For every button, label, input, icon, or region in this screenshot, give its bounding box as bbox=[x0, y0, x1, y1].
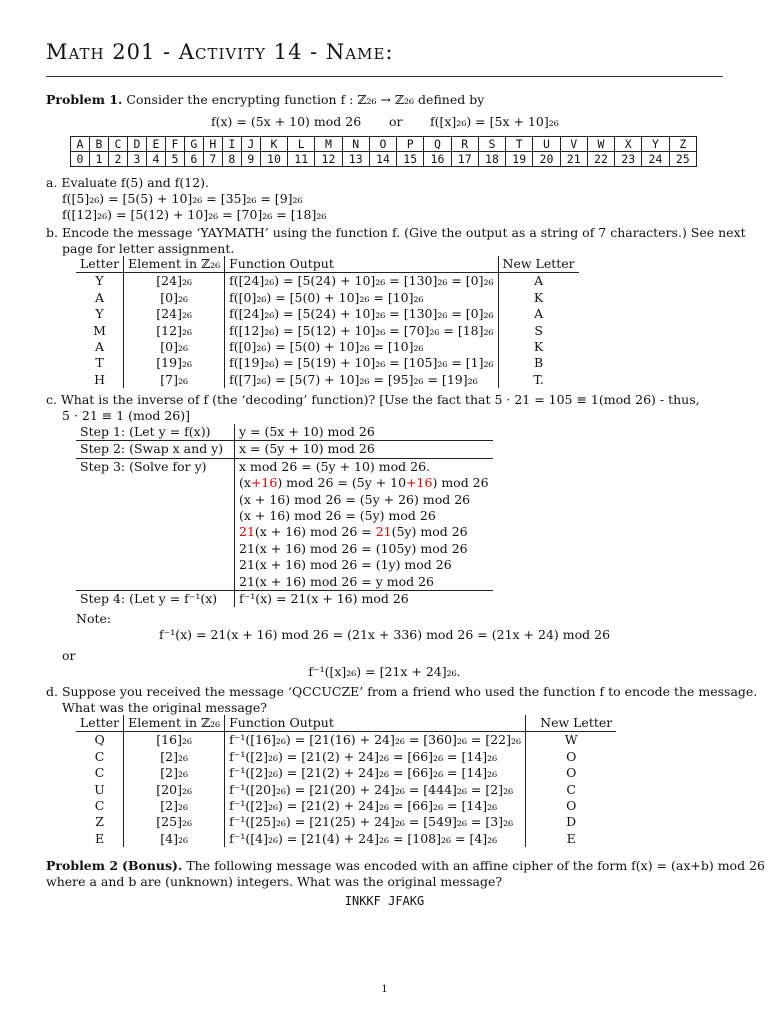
alphabet-number-cell: 2 bbox=[108, 152, 127, 167]
problem2-text2: where a and b are (unknown) integers. What was the original message? bbox=[46, 874, 503, 889]
alphabet-number-row bbox=[71, 152, 697, 167]
element-cell: [12]₂₆ bbox=[124, 323, 225, 339]
alphabet-number-cell: 7 bbox=[203, 152, 222, 167]
alphabet-letter-cell: A bbox=[71, 137, 90, 152]
step3-line1: x mod 26 = (5y + 10) mod 26. bbox=[239, 458, 431, 474]
step1-value: y = (5x + 10) mod 26 bbox=[239, 424, 375, 439]
new-letter-cell: T. bbox=[533, 371, 544, 387]
element-cell: [19]₂₆ bbox=[124, 355, 225, 371]
letter-cell: T bbox=[76, 355, 124, 371]
letter-cell: M bbox=[76, 323, 124, 339]
step2-value: x = (5y + 10) mod 26 bbox=[239, 441, 375, 457]
cipher-table-row bbox=[76, 372, 579, 388]
new-letter-cell: O bbox=[566, 765, 577, 781]
alphabet-number-cell: 19 bbox=[506, 152, 533, 167]
alphabet-number-cell: 14 bbox=[369, 152, 396, 167]
cipher-table-row bbox=[76, 323, 579, 339]
alphabet-letter-cell: O bbox=[369, 137, 396, 152]
alphabet-number-cell: 25 bbox=[669, 152, 696, 167]
or-formula: f⁻¹([x]₂₆) = [21x + 24]₂₆. bbox=[308, 664, 461, 679]
note-formula: f⁻¹(x) = 21(x + 16) mod 26 = (21x + 336) mod 26 = (21x + 24) mod 26 bbox=[158, 627, 611, 642]
alphabet-number-cell: 10 bbox=[260, 152, 287, 167]
problem1-intro bbox=[46, 92, 723, 108]
alphabet-number-cell: 3 bbox=[127, 152, 146, 167]
cipher-table-row bbox=[76, 782, 616, 798]
formula-right: f([x]₂₆) = [5x + 10]₂₆ bbox=[430, 114, 559, 129]
step3-row bbox=[76, 574, 493, 591]
alphabet-number-cell: 8 bbox=[222, 152, 241, 167]
output-cell: f⁻¹([25]₂₆) = [21(25) + 24]₂₆ = [549]₂₆ = [3]₂₆ bbox=[225, 814, 526, 830]
decode-table bbox=[76, 715, 616, 847]
step4-value: f⁻¹(x) = 21(x + 16) mod 26 bbox=[239, 591, 409, 607]
letter-cell: Z bbox=[76, 814, 124, 830]
step3-row bbox=[76, 524, 493, 540]
decode-header-letter: Letter bbox=[76, 715, 124, 732]
cipher-table-row bbox=[76, 732, 616, 749]
cipher-table-row bbox=[76, 814, 616, 830]
element-cell: [20]₂₆ bbox=[124, 782, 225, 798]
alphabet-letter-cell: B bbox=[89, 137, 108, 152]
step4-label: Step 4: (Let y = f⁻¹(x) bbox=[76, 591, 235, 608]
new-letter-cell: O bbox=[566, 748, 577, 764]
cipher-table-row bbox=[76, 831, 616, 847]
letter-cell: A bbox=[76, 339, 124, 355]
output-cell: f([24]₂₆) = [5(24) + 10]₂₆ = [130]₂₆ = [0]₂₆ bbox=[225, 273, 498, 290]
letter-cell: U bbox=[76, 782, 124, 798]
new-letter-cell: B bbox=[534, 355, 544, 371]
alphabet-letter-cell: G bbox=[184, 137, 203, 152]
part-d-prompt1: d. Suppose you received the message ‘QCCUCZE’ from a friend who used the function f to encode the message. bbox=[46, 684, 758, 699]
output-cell: f([0]₂₆) = [5(0) + 10]₂₆ = [10]₂₆ bbox=[225, 290, 498, 306]
alphabet-number-cell: 23 bbox=[615, 152, 642, 167]
step3-line5: 21(x + 16) mod 26 = 21(5y) mod 26 bbox=[239, 524, 468, 540]
encode-table-header bbox=[76, 256, 579, 273]
step3-line7: 21(x + 16) mod 26 = (1y) mod 26 bbox=[239, 557, 452, 573]
inverse-steps-table bbox=[76, 424, 493, 607]
alphabet-number-cell: 21 bbox=[560, 152, 587, 167]
new-letter-cell: D bbox=[566, 814, 577, 830]
alphabet-letter-cell: Q bbox=[424, 137, 451, 152]
alphabet-letter-cell: X bbox=[615, 137, 642, 152]
element-cell: [4]₂₆ bbox=[124, 831, 225, 847]
alphabet-letter-row bbox=[71, 137, 697, 152]
step3-row bbox=[76, 492, 493, 508]
output-cell: f([7]₂₆) = [5(7) + 10]₂₆ = [95]₂₆ = [19]₂₆ bbox=[225, 372, 498, 388]
alphabet-letter-cell: U bbox=[533, 137, 560, 152]
letter-cell: C bbox=[76, 798, 124, 814]
alphabet-number-cell: 4 bbox=[146, 152, 165, 167]
encode-header-new-letter: New Letter bbox=[502, 256, 575, 271]
decode-header-output: Function Output bbox=[225, 715, 526, 732]
letter-cell: A bbox=[76, 290, 124, 306]
letter-cell: C bbox=[76, 749, 124, 765]
step1-row bbox=[76, 424, 493, 441]
encode-header-element: Element in ℤ₂₆ bbox=[124, 256, 225, 273]
element-cell: [7]₂₆ bbox=[124, 372, 225, 388]
alphabet-letter-cell: S bbox=[478, 137, 505, 152]
output-cell: f([12]₂₆) = [5(12) + 10]₂₆ = [70]₂₆ = [18]₂₆ bbox=[225, 323, 498, 339]
title-rule bbox=[46, 76, 723, 77]
new-letter-cell: K bbox=[533, 289, 544, 305]
step3-row bbox=[76, 508, 493, 524]
formula-or: or bbox=[389, 114, 403, 129]
part-c-prompt2: 5 · 21 ≡ 1 (mod 26)] bbox=[62, 408, 191, 423]
element-cell: [0]₂₆ bbox=[124, 290, 225, 306]
added-sixteen-left: +16 bbox=[250, 475, 278, 491]
multiplier-left: 21 bbox=[239, 524, 255, 540]
page-title: Math 201 - Activity 14 - Name: bbox=[46, 40, 394, 64]
alphabet-number-cell: 12 bbox=[315, 152, 342, 167]
alphabet-letter-cell: R bbox=[451, 137, 478, 152]
part-b-prompt2: page for letter assignment. bbox=[62, 241, 235, 256]
alphabet-letter-cell: T bbox=[506, 137, 533, 152]
problem2-heading: Problem 2 bbox=[46, 858, 119, 873]
note-label: Note: bbox=[76, 611, 112, 626]
new-letter-cell: W bbox=[564, 732, 578, 748]
element-cell: [16]₂₆ bbox=[124, 732, 225, 749]
alphabet-number-cell: 1 bbox=[89, 152, 108, 167]
alphabet-letter-cell: Y bbox=[642, 137, 669, 152]
cipher-table-row bbox=[76, 798, 616, 814]
formula-left: f(x) = (5x + 10) mod 26 bbox=[211, 114, 362, 129]
step3-row bbox=[76, 557, 493, 573]
alphabet-letter-cell: C bbox=[108, 137, 127, 152]
problem2-bonus: (Bonus). bbox=[122, 858, 183, 873]
element-cell: [24]₂₆ bbox=[124, 273, 225, 290]
decode-table-body bbox=[76, 732, 616, 847]
problem1-heading: Problem 1. bbox=[46, 92, 123, 107]
step3-row bbox=[76, 541, 493, 557]
new-letter-cell: S bbox=[534, 322, 543, 338]
new-letter-cell: O bbox=[566, 798, 577, 814]
alphabet-letter-cell: N bbox=[342, 137, 369, 152]
alphabet-number-cell: 18 bbox=[478, 152, 505, 167]
part-a-line1: f([5]₂₆) = [5(5) + 10]₂₆ = [35]₂₆ = [9]₂₆ bbox=[62, 191, 303, 206]
element-cell: [24]₂₆ bbox=[124, 306, 225, 322]
page-number: 1 bbox=[381, 984, 388, 995]
step3-line2: (x+16) mod 26 = (5y + 10+16) mod 26 bbox=[239, 475, 489, 491]
cipher-table-row bbox=[76, 273, 579, 290]
new-letter-cell: E bbox=[566, 830, 576, 846]
alphabet-number-cell: 6 bbox=[184, 152, 203, 167]
alphabet-letter-cell: J bbox=[241, 137, 260, 152]
element-cell: [2]₂₆ bbox=[124, 749, 225, 765]
alphabet-letter-cell: L bbox=[288, 137, 315, 152]
alphabet-letter-cell: H bbox=[203, 137, 222, 152]
cipher-table-row bbox=[76, 749, 616, 765]
letter-cell: Q bbox=[76, 732, 124, 749]
decode-header-element: Element in ℤ₂₆ bbox=[124, 715, 225, 732]
letter-cell: Y bbox=[76, 273, 124, 290]
alphabet-number-cell: 13 bbox=[342, 152, 369, 167]
new-letter-cell: C bbox=[566, 781, 576, 797]
element-cell: [25]₂₆ bbox=[124, 814, 225, 830]
alphabet-letter-cell: D bbox=[127, 137, 146, 152]
letter-cell: H bbox=[76, 372, 124, 388]
alphabet-number-cell: 20 bbox=[533, 152, 560, 167]
output-cell: f⁻¹([16]₂₆) = [21(16) + 24]₂₆ = [360]₂₆ = [22]₂₆ bbox=[225, 732, 526, 749]
cipher-message: INKKF JFAKG bbox=[344, 894, 425, 908]
alphabet-letter-cell: E bbox=[146, 137, 165, 152]
element-cell: [2]₂₆ bbox=[124, 798, 225, 814]
encode-table-body bbox=[76, 273, 579, 388]
letter-cell: E bbox=[76, 831, 124, 847]
alphabet-letter-cell: M bbox=[315, 137, 342, 152]
step3-line8: 21(x + 16) mod 26 = y mod 26 bbox=[239, 573, 434, 589]
part-a-line2: f([12]₂₆) = [5(12) + 10]₂₆ = [70]₂₆ = [18]₂₆ bbox=[62, 207, 327, 222]
or-label: or bbox=[62, 648, 76, 663]
problem1-intro-text: Consider the encrypting function f : ℤ₂₆ → ℤ₂₆ defined by bbox=[126, 92, 485, 107]
output-cell: f⁻¹([2]₂₆) = [21(2) + 24]₂₆ = [66]₂₆ = [14]₂₆ bbox=[225, 798, 526, 814]
alphabet-letter-cell: I bbox=[222, 137, 241, 152]
alphabet-letter-cell: Z bbox=[669, 137, 696, 152]
output-cell: f⁻¹([2]₂₆) = [21(2) + 24]₂₆ = [66]₂₆ = [14]₂₆ bbox=[225, 765, 526, 781]
problem2-line1 bbox=[46, 858, 765, 874]
output-cell: f⁻¹([2]₂₆) = [21(2) + 24]₂₆ = [66]₂₆ = [14]₂₆ bbox=[225, 749, 526, 765]
alphabet-letter-cell: K bbox=[260, 137, 287, 152]
alphabet-number-cell: 11 bbox=[288, 152, 315, 167]
cipher-table-row bbox=[76, 355, 579, 371]
encode-header-letter: Letter bbox=[76, 256, 124, 273]
worksheet-page bbox=[46, 0, 765, 1024]
part-c-prompt1: c. What is the inverse of f (the ‘decoding’ function)? [Use the fact that 5 · 21 = 105 ≡ 1(mod 26) - thus, bbox=[46, 392, 700, 407]
new-letter-cell: A bbox=[534, 306, 544, 322]
alphabet-number-cell: 22 bbox=[587, 152, 614, 167]
encode-table bbox=[76, 256, 579, 388]
step3-label: Step 3: (Solve for y) bbox=[76, 458, 235, 475]
part-a-prompt: a. Evaluate f(5) and f(12). bbox=[46, 175, 209, 190]
output-cell: f([0]₂₆) = [5(0) + 10]₂₆ = [10]₂₆ bbox=[225, 339, 498, 355]
step3-line4: (x + 16) mod 26 = (5y) mod 26 bbox=[239, 508, 436, 524]
alphabet-number-cell: 0 bbox=[71, 152, 90, 167]
added-sixteen-right: +16 bbox=[406, 475, 433, 491]
step3-line6: 21(x + 16) mod 26 = (105y) mod 26 bbox=[239, 540, 468, 556]
cipher-table-row bbox=[76, 765, 616, 781]
step2-row bbox=[76, 441, 493, 458]
alphabet-table bbox=[70, 136, 697, 167]
step3-row bbox=[76, 458, 493, 475]
alphabet-number-cell: 9 bbox=[241, 152, 260, 167]
alphabet-number-cell: 16 bbox=[424, 152, 451, 167]
problem2-text1: The following message was encoded with an affine cipher of the form f(x) = (ax+b) mod 26 bbox=[186, 858, 765, 873]
output-cell: f([19]₂₆) = [5(19) + 10]₂₆ = [105]₂₆ = [1]₂₆ bbox=[225, 355, 498, 371]
element-cell: [0]₂₆ bbox=[124, 339, 225, 355]
element-cell: [2]₂₆ bbox=[124, 765, 225, 781]
cipher-table-row bbox=[76, 306, 579, 322]
alphabet-number-cell: 15 bbox=[397, 152, 424, 167]
alphabet-number-cell: 5 bbox=[165, 152, 184, 167]
output-cell: f⁻¹([20]₂₆) = [21(20) + 24]₂₆ = [444]₂₆ = [2]₂₆ bbox=[225, 782, 526, 798]
alphabet-letter-cell: P bbox=[397, 137, 424, 152]
letter-cell: Y bbox=[76, 306, 124, 322]
alphabet-letter-cell: F bbox=[165, 137, 184, 152]
part-d-prompt2: What was the original message? bbox=[62, 700, 267, 715]
step3-line3: (x + 16) mod 26 = (5y + 26) mod 26 bbox=[239, 491, 471, 507]
alphabet-letter-cell: W bbox=[587, 137, 614, 152]
encode-header-output: Function Output bbox=[225, 256, 498, 273]
alphabet-number-cell: 17 bbox=[451, 152, 478, 167]
cipher-table-row bbox=[76, 290, 579, 306]
step1-label: Step 1: (Let y = f(x)) bbox=[76, 424, 235, 441]
alphabet-number-cell: 24 bbox=[642, 152, 669, 167]
step2-label: Step 2: (Swap x and y) bbox=[76, 441, 235, 458]
step4-row bbox=[76, 591, 493, 608]
output-cell: f([24]₂₆) = [5(24) + 10]₂₆ = [130]₂₆ = [0]₂₆ bbox=[225, 306, 498, 322]
new-letter-cell: A bbox=[534, 273, 544, 289]
decode-table-header bbox=[76, 715, 616, 732]
decode-header-new-letter: New Letter bbox=[540, 715, 613, 730]
new-letter-cell: K bbox=[533, 339, 544, 355]
cipher-table-row bbox=[76, 339, 579, 355]
step3-row bbox=[76, 475, 493, 491]
multiplier-right: 21 bbox=[375, 524, 392, 540]
output-cell: f⁻¹([4]₂₆) = [21(4) + 24]₂₆ = [108]₂₆ = [4]₂₆ bbox=[225, 831, 526, 847]
alphabet-letter-cell: V bbox=[560, 137, 587, 152]
letter-cell: C bbox=[76, 765, 124, 781]
part-b-prompt1: b. Encode the message ‘YAYMATH’ using the function f. (Give the output as a string of 7 characters.) See next bbox=[46, 225, 746, 240]
